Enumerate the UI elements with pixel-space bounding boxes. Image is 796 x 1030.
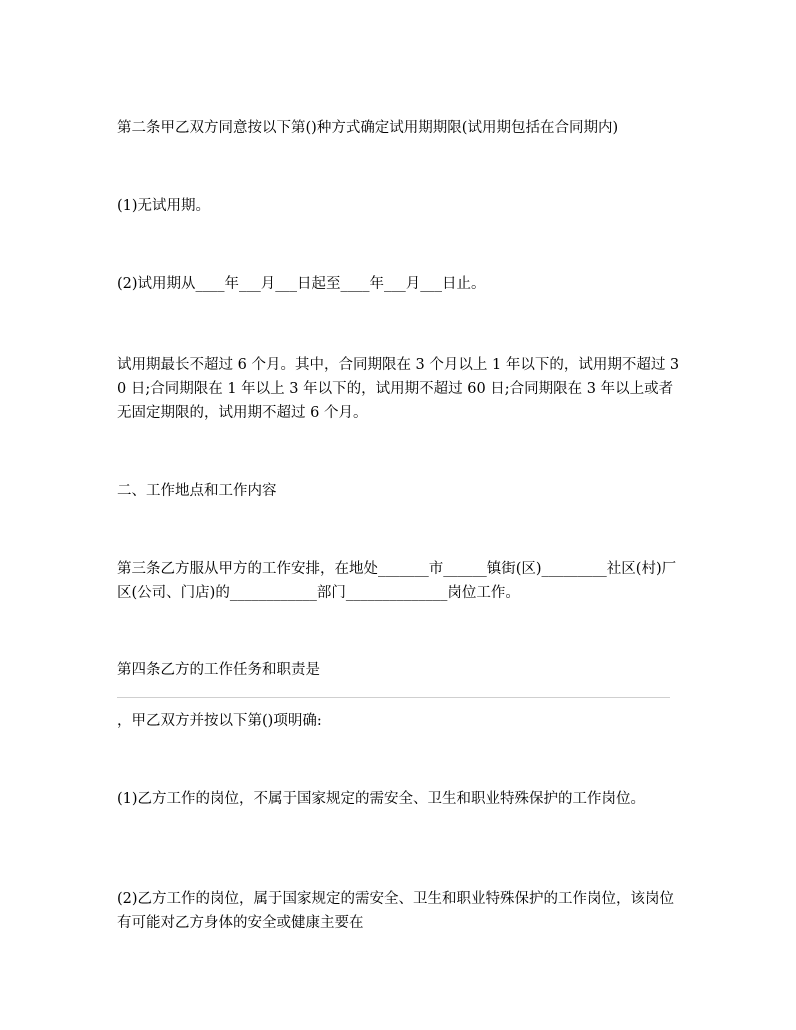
article-3-paragraph: 第三条乙方服从甲方的工作安排，在地处_______市______镇街(区)_________社区(村)厂区(公司、门店)的____________部门______________岗位工作。 [117, 561, 677, 601]
probation-option-none: (1)无试用期。 [117, 198, 211, 214]
duties-blank-line [117, 697, 670, 698]
article-4-confirm: ，甲乙双方并按以下第()项明确: [117, 713, 322, 729]
probation-rule-paragraph: 试用期最长不超过 6 个月。其中，合同期限在 3 个月以上 1 年以下的，试用期不超过 30 日;合同期限在 1 年以上 3 年以下的，试用期不超过 60 日;合同期限在 3 年以上或者无固定期限的，试用期不超过 6 个月。 [117, 357, 680, 421]
article-4-heading: 第四条乙方的工作任务和职责是 [117, 662, 320, 678]
article-4-option-2: (2)乙方工作的岗位，属于国家规定的需安全、卫生和职业特殊保护的工作岗位，该岗位有可能对乙方身体的安全或健康主要在 [117, 891, 675, 931]
article-4-option-1: (1)乙方工作的岗位，不属于国家规定的需安全、卫生和职业特殊保护的工作岗位。 [117, 791, 646, 807]
section-2-title: 二、工作地点和工作内容 [117, 483, 277, 499]
probation-option-period: (2)试用期从____年___月___日起至____年___月___日止。 [117, 276, 486, 292]
article-2-heading: 第二条甲乙双方同意按以下第()种方式确定试用期期限(试用期包括在合同期内) [117, 120, 619, 136]
